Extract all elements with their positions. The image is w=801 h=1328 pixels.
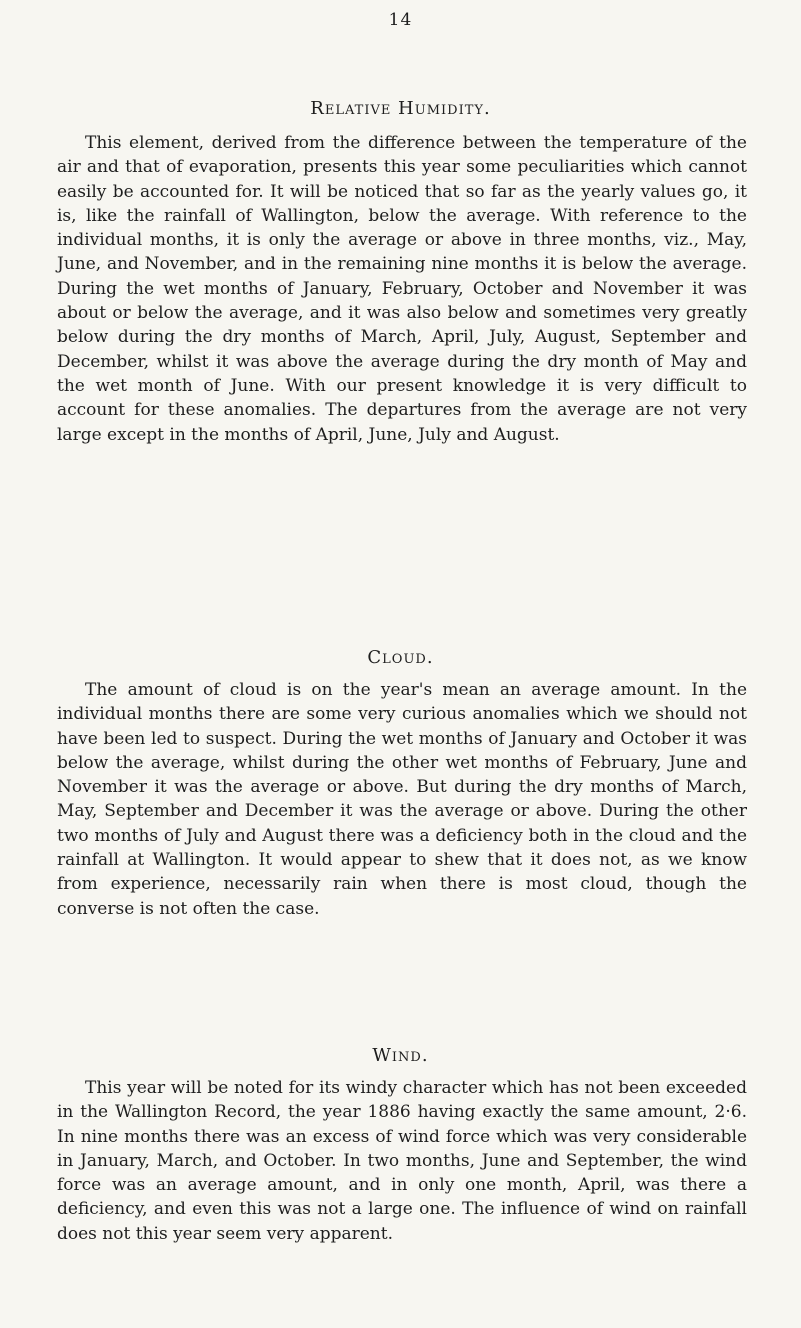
page-number: 14 bbox=[388, 10, 413, 30]
section-heading-humidity: Relative Humidity. bbox=[310, 98, 491, 119]
paragraph-humidity: This element, derived from the difference between the temperature of the air and that of evaporation, presents this year some peculiarities which cannot easily be accounted for. It will be noticed that so far as the yearly values go, it is, like the rainfall of Wallington, below the average. With reference to the individual months, it is only the average or above in three months, viz., May, June, and November, and in the remaining nine months it is below the average. During the wet months of January, February, October and November it was about or below the average, and it was also below and sometimes very greatly below during the dry months of March, April, July, August, September and December, whilst it was above the average during the dry month of May and the wet month of June. With our present knowledge it is very difficult to account for these anomalies. The departures from the average are not very large except in the months of April, June, July and August. bbox=[57, 133, 747, 445]
paragraph-wind: This year will be noted for its windy character which has not been exceeded in the Wallington Record, the year 1886 having exactly the same amount, 2·6. In nine months there was an excess of wind force which was very considerable in January, March, and October. In two months, June and September, the wind force was an average amount, and in only one month, April, was there a deficiency, and even this was not a large one. The influence of wind on rainfall does not this year seem very apparent. bbox=[57, 1078, 747, 1244]
paragraph-cloud: The amount of cloud is on the year's mean an average amount. In the individual months there are some very curious anomalies which we should not have been led to suspect. During the wet months of January and October it was below the average, whilst during the other wet months of February, June and November it was the average or above. But during the dry months of March, May, September and December it was the average or above. During the other two months of July and August there was a deficiency both in the cloud and the rainfall at Wallington. It would appear to shew that it does not, as we know from experience, necessarily rain when there is most cloud, though the converse is not often the case. bbox=[57, 680, 747, 919]
section-heading-wind: Wind. bbox=[372, 1045, 429, 1066]
section-heading-cloud: Cloud. bbox=[367, 647, 434, 668]
